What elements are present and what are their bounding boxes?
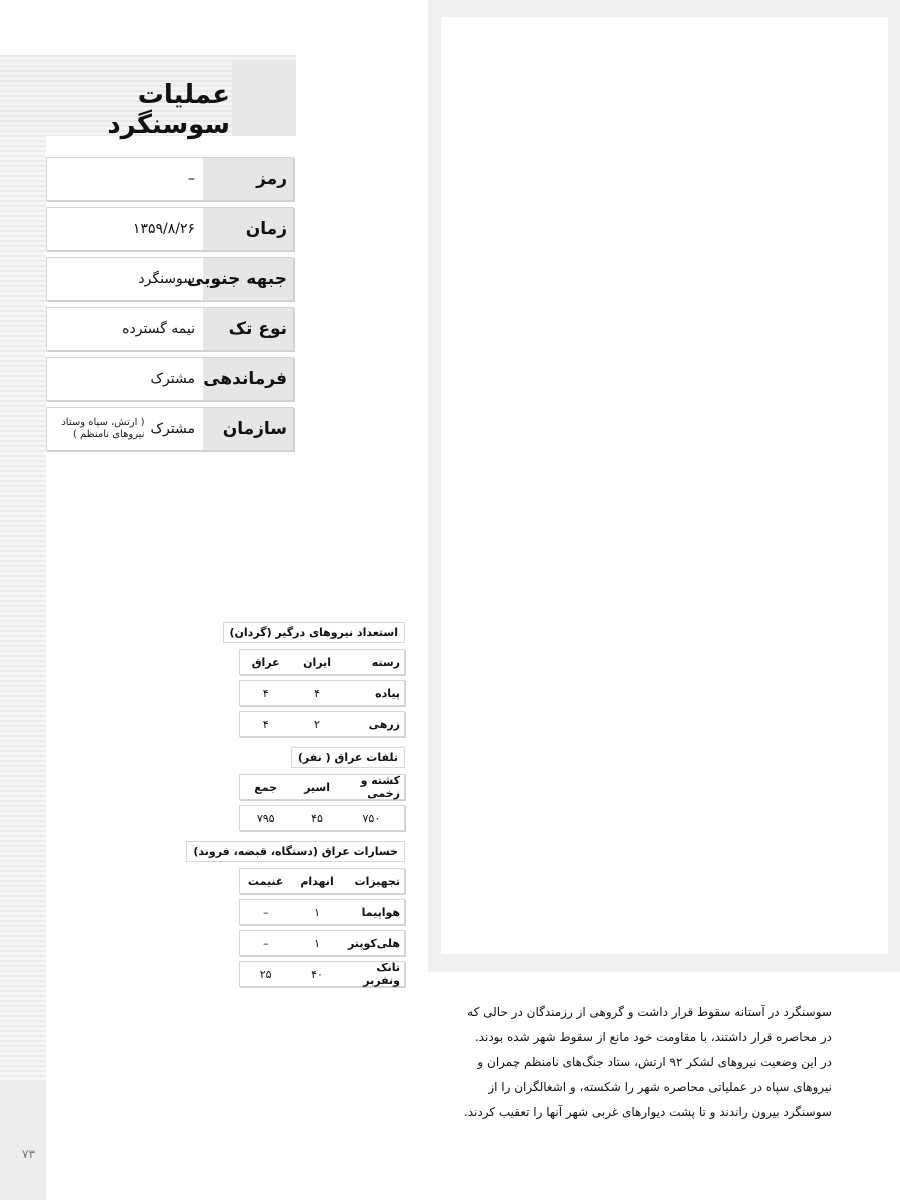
table-cell: ۷۵۰ [362, 811, 381, 825]
table-cell: – [262, 936, 269, 950]
table-header-row [239, 774, 405, 800]
info-key: سازمان [203, 408, 293, 450]
info-row-code [46, 157, 294, 201]
info-row-command [46, 357, 294, 401]
table-cell: تانک ونفربر [363, 961, 400, 987]
table-cell: هواپیما [361, 905, 400, 919]
info-value-text: سوسنگرد [138, 271, 195, 287]
losses-section [165, 841, 405, 987]
table-header-cell: عراق [251, 655, 280, 669]
stats-panel [165, 622, 405, 997]
table-cell: زرهی [368, 717, 400, 731]
table-header-cell: غنیمت [247, 874, 284, 888]
table-cell: ۷۹۵ [256, 811, 275, 825]
body-line: در این وضعیت نیروهای لشکر ۹۲ ارتش، ستاد جنگ‌های نامنظم چمران و [477, 1055, 832, 1069]
info-row-front [46, 257, 294, 301]
info-key: جبهه جنوبی [203, 258, 293, 300]
losses-caption: خسارات عراق (دستگاه، قبضه، فروند) [186, 841, 405, 862]
table-row [239, 805, 405, 831]
info-row-organization [46, 407, 294, 451]
photo-placeholder [441, 17, 888, 954]
table-cell: ۱ [314, 905, 320, 919]
info-note: ( ارتش، سپاه وستاد نیروهای نامنظم ) [61, 417, 145, 440]
table-header-cell: انهدام [300, 874, 334, 888]
table-header-row [239, 868, 405, 894]
table-cell: هلی‌کوپتر [347, 936, 400, 950]
info-value-text: – [188, 171, 195, 187]
info-row-attack-type [46, 307, 294, 351]
info-value [47, 308, 203, 350]
losses-table [239, 868, 405, 987]
info-key: فرماندهی [203, 358, 293, 400]
body-paragraph [432, 1000, 832, 1125]
table-row [239, 711, 405, 737]
decorative-stripes [0, 55, 46, 1200]
table-row [239, 961, 405, 987]
casualties-caption: تلفات عراق ( نفر) [291, 747, 405, 768]
table-cell: ۴ [262, 717, 269, 731]
table-cell: ۱ [314, 936, 320, 950]
info-row-date [46, 207, 294, 251]
info-panel [46, 157, 294, 457]
info-value-text: نیمه گسترده [122, 321, 195, 337]
table-header-cell: تجهیزات [354, 874, 400, 888]
info-key: نوع تک [203, 308, 293, 350]
table-cell: ۴ [314, 686, 320, 700]
info-value-text: مشترک [150, 371, 195, 387]
table-cell: ۴۰ [311, 967, 323, 981]
table-row [239, 930, 405, 956]
forces-caption: استعداد نیروهای درگیر (گردان) [223, 622, 406, 643]
casualties-table [239, 774, 405, 831]
table-cell: ۴۵ [311, 811, 323, 825]
body-line: سوسنگرد در آستانه سقوط قرار داشت و گروهی از رزمندگان در حالی که [467, 1005, 832, 1019]
info-value [47, 258, 203, 300]
body-line: در محاصره قرار داشتند، با مقاومت خود مانع از سقوط شهر شده بودند. [474, 1030, 832, 1044]
table-header-cell: ایران [303, 655, 331, 669]
table-cell: – [262, 905, 269, 919]
page-title: عملیات سوسنگرد [107, 80, 230, 140]
body-line: سوسنگرد بیرون راندند و تا پشت دیوارهای غربی شهر آنها را تعقیب کردند. [463, 1105, 832, 1119]
table-header-cell: جمع [254, 780, 278, 794]
info-key: زمان [203, 208, 293, 250]
page-number: ۷۳ [22, 1147, 35, 1161]
info-key: رمز [203, 158, 293, 200]
body-line: نیروهای سپاه در عملیاتی محاصره شهر را شکسته، و اشغالگران را از [488, 1080, 832, 1094]
table-header-row [239, 649, 405, 675]
info-value [47, 158, 203, 200]
table-header-cell: رسته [371, 655, 400, 669]
table-cell: پیاده [375, 686, 400, 700]
table-header-cell: کشته و زخمی [360, 774, 400, 800]
info-value [47, 408, 203, 450]
table-cell: ۲ [314, 717, 320, 731]
table-cell: ۴ [262, 686, 269, 700]
info-value [47, 358, 203, 400]
table-header-cell: اسیر [304, 780, 330, 794]
table-row [239, 680, 405, 706]
title-box [232, 60, 296, 136]
table-row [239, 899, 405, 925]
casualties-section [165, 747, 405, 831]
info-value-text: ۱۳۵۹/۸/۲۶ [132, 221, 195, 237]
info-value-text: مشترک [150, 421, 195, 437]
forces-section [165, 622, 405, 737]
forces-table [239, 649, 405, 737]
stripe-fade [0, 1080, 46, 1200]
info-value [47, 208, 203, 250]
table-cell: ۲۵ [259, 967, 272, 981]
